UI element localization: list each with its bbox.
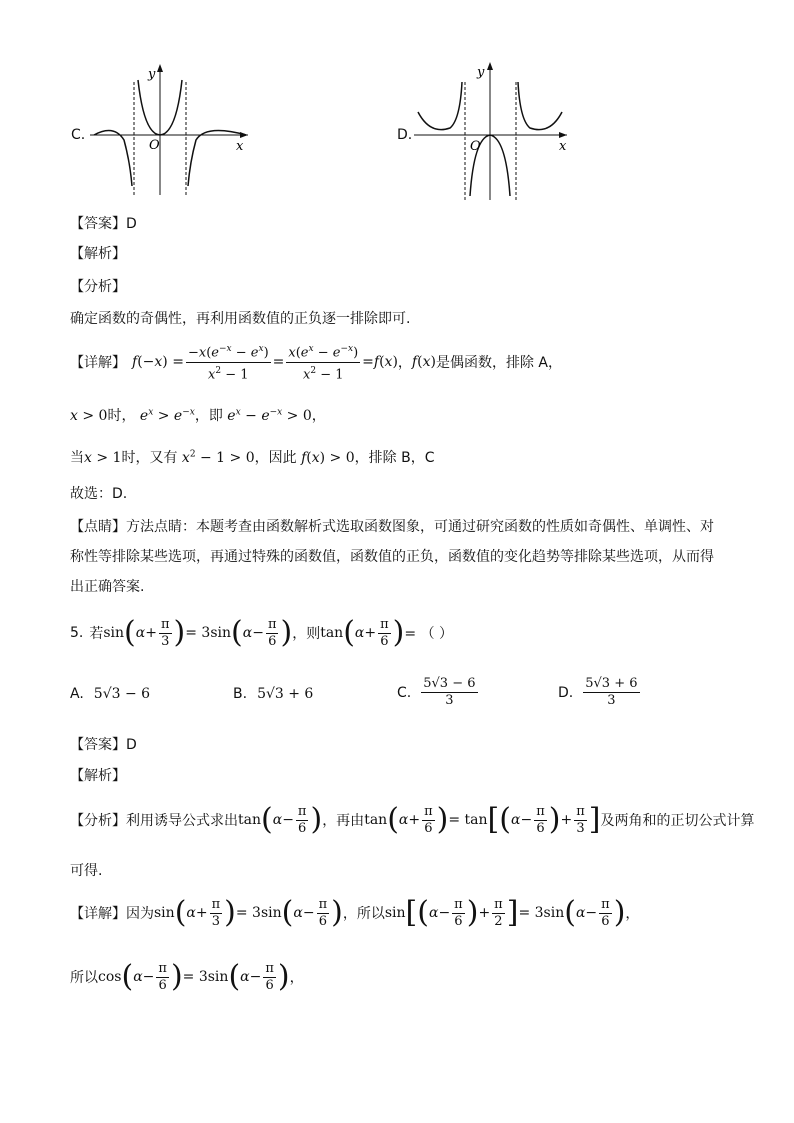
q5-option-c[interactable]: C. $\frac{5√3 - 6}{3}$ (397, 676, 476, 708)
svg-text:O: O (470, 139, 481, 154)
option-c-label: C. (71, 127, 86, 143)
q4-answer: 【答案】D (70, 216, 137, 232)
q4-line3: 当x > 1时，又有 $x^2 - 1 > 0$，因此 f(x) > 0，排除 B，C (70, 449, 435, 466)
graph-c (90, 62, 250, 197)
q5-answer: 【答案】D (70, 737, 137, 753)
q4-fenxi-tag: 【分析】 (70, 279, 126, 295)
y-axis-label: y (148, 67, 156, 82)
svg-text:x: x (559, 139, 567, 154)
q5-last: 所以 cos ( α − $\frac{\pi}{6}$ ) = 3sin ( α − $\frac{\pi}{6}$ ) ， (70, 959, 304, 994)
origin-label: O (149, 138, 160, 153)
q5-fenxi: 【分析】 利用诱导公式求出 tan ( α − $\frac{\pi}{6}$ ) ，再由 tan ( α + $\frac{\pi}{6}$ ) = tan [ ( α − $\frac{\pi}{6}$ ) + $\frac{\pi}{3}$ ] 及两角和的正切公式计算 (70, 802, 755, 837)
q5-fenxi-l2: 可得. (70, 863, 103, 879)
q4-dianjing-l2: 称性等排除某些选项，再通过特殊的函数值，函数值的正负，函数值的变化趋势等排除某些选项，从而得 (70, 549, 714, 565)
q5-detail: 【详解】 因为 sin ( α + $\frac{\pi}{3}$ ) = 3sin ( α − $\frac{\pi}{6}$ ) ，所以 sin [ ( α − $\frac{\pi}{6}$ ) + $\frac{\pi}{2}$ ] = 3sin ( α − $\frac{\pi}{6}$ ) ， (70, 895, 640, 930)
q5-jiexi: 【解析】 (70, 768, 126, 784)
q4-fenxi-text: 确定函数的奇偶性，再利用函数值的正负逐一排除即可. (70, 311, 411, 327)
q5-question: 5. 若 sin ( α + $\frac{\pi}{3}$ ) = 3sin ( α − $\frac{\pi}{6}$ ) ，则 tan ( α + $\frac{\pi}{6}$ ) = （ ） (70, 615, 454, 650)
x-axis-label: x (236, 139, 244, 154)
q4-jiexi: 【解析】 (70, 246, 126, 262)
q5-option-d[interactable]: D. $\frac{5√3 + 6}{3}$ (558, 676, 638, 708)
q4-dianjing-l1: 【点睛】方法点睛：本题考查由函数解析式选取函数图象，可通过研究函数的性质如奇偶性、单调性、对 (70, 519, 714, 535)
svg-text:y: y (477, 65, 485, 80)
q4-line2: x > 0时， $e^x > e^{-x}$，即 $e^x - e^{-x} > 0$， (70, 407, 326, 424)
q5-option-a[interactable]: A. 5√3 − 6 (70, 686, 151, 702)
q4-detail-line: 【详解】 f (− x ) = $\frac{-x(e^{-x} - e^x)}{x^2 - 1}$ = $\frac{x(e^x - e^{-x})}{x^2 - 1}$ = f ( x ) ， f ( x ) 是偶函数，排除 A， (70, 342, 562, 382)
q5-option-b[interactable]: B. 5√3 + 6 (233, 686, 314, 702)
graph-d (414, 60, 574, 202)
q4-dianjing-l3: 出正确答案. (70, 579, 145, 595)
q4-guxuan: 故选：D. (70, 486, 128, 502)
option-d-label: D. (397, 127, 413, 143)
